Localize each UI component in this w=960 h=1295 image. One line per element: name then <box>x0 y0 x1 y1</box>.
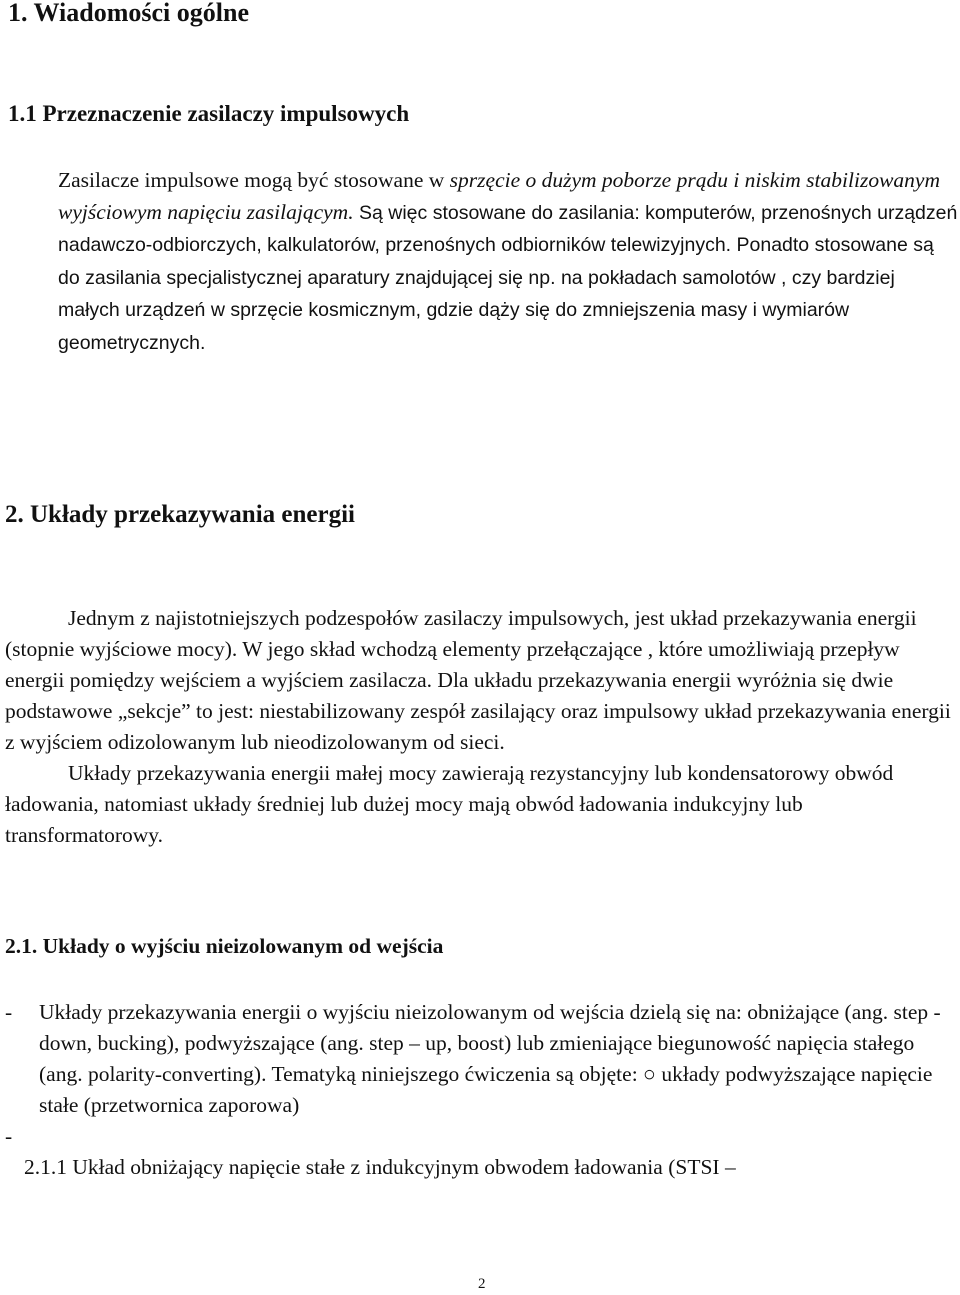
subsection-heading-2-1-1: 2.1.1 Układ obniżający napięcie stałe z indukcyjnym obwodem ładowania (STSI – <box>24 1155 736 1179</box>
list-item <box>5 1121 960 1183</box>
list-item-text: Układy przekazywania energii o wyjściu nieizolowanym od wejścia dzielą się na: obniżające (ang. step - down, bucking), podwyższające (ang. step – up, boost) lub zmieniające biegunowość napięcia stałego (ang. polarity-converting). Tematyką niniejszego ćwiczenia są objęte: ○ układy podwyższające napięcie stałe (przetwornica zaporowa) <box>39 1000 941 1117</box>
heading-section-2-1: 2.1. Układy o wyjściu nieizolowanym od wejścia <box>5 934 444 958</box>
list-dash: - <box>5 1000 13 1024</box>
paragraph-energy-transfer-1-text: Jednym z najistotniejszych podzespołów zasilaczy impulsowych, jest układ przekazywania energii (stopnie wyjściowe mocy). W jego skład wchodzą elementy przełączające , które umożliwiają przepływ energii pomiędzy wejściem a wyjściem zasilacza. Dla układu przekazywania energii wyróżnia się dwie podstawowe „sekcje” to jest: niestabilizowany zespół zasilający oraz impulsowy układ przekazywania energii z wyjściem odizolowanym lub nieodizolowanym od sieci. <box>5 606 951 754</box>
paragraph-purpose-part1: Zasilacze impulsowe mogą być stosowane w <box>58 168 450 192</box>
bullet-list <box>5 997 960 1183</box>
page-number: 2 <box>478 1276 486 1292</box>
heading-section-1-1: 1.1 Przeznaczenie zasilaczy impulsowych <box>8 101 410 126</box>
heading-section-1: 1. Wiadomości ogólne <box>8 0 250 27</box>
paragraph-purpose-italic: sprzęcie o dużym poborze prądu i niskim stabilizowanym wyjściowym napięciu zasilającym. <box>58 168 940 224</box>
paragraph-energy-transfer <box>5 603 960 851</box>
list-dash: - <box>5 1124 13 1148</box>
heading-section-2: 2. Układy przekazywania energii <box>5 501 355 528</box>
list-item <box>5 997 960 1121</box>
paragraph-purpose-part2: Są więc stosowane do zasilania: komputerów, przenośnych urządzeń nadawczo-odbiorczych, kalkulatorów, przenośnych odbiorników telewizyjnych. Ponadto stosowane są do zasilania specjalistycznej aparatury znajdującej się np. na pokładach samolotów , czy bardziej małych urządzeń w sprzęcie kosmicznym, gdzie dąży się do zmniejszenia masy i wymiarów geometrycznych. <box>58 201 958 354</box>
paragraph-energy-transfer-2 <box>5 758 960 851</box>
paragraph-energy-transfer-2-text: Układy przekazywania energii małej mocy zawierają rezystancyjny lub kondensatorowy obwód ładowania, natomiast układy średniej lub dużej mocy mają obwód ładowania indukcyjny lub transformatorowy. <box>5 761 894 847</box>
paragraph-purpose <box>58 165 958 359</box>
paragraph-energy-transfer-1 <box>5 603 960 758</box>
